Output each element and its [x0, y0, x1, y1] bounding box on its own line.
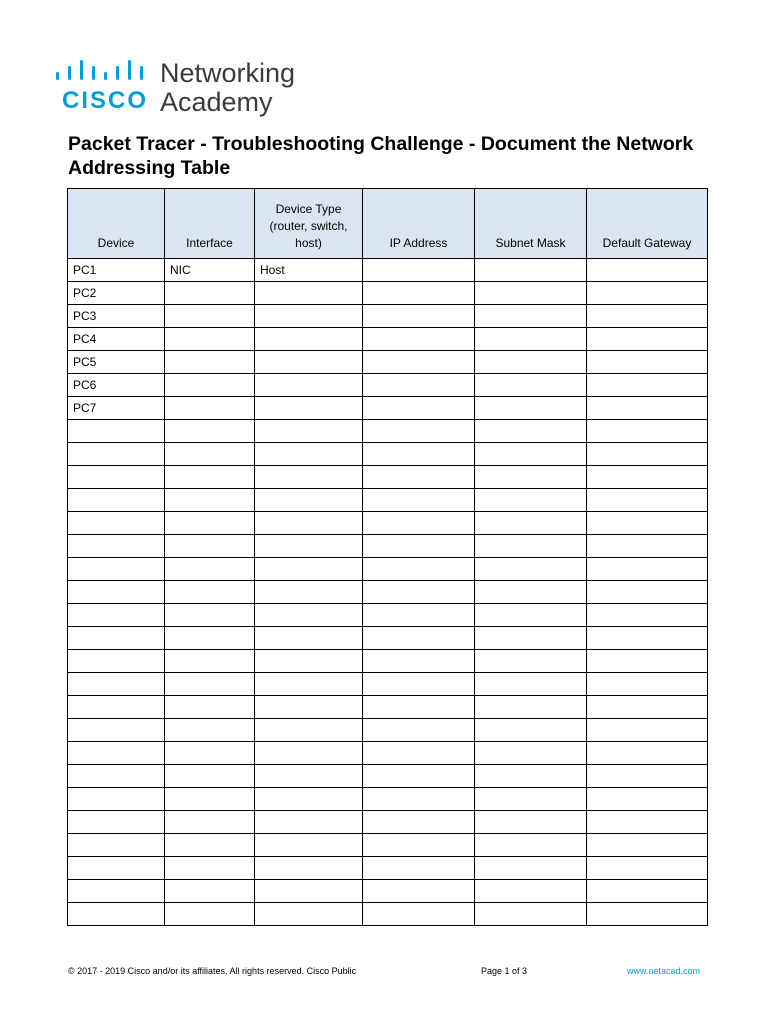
table-cell[interactable]	[165, 788, 255, 811]
table-header-row	[68, 189, 708, 259]
table-cell[interactable]: Host	[255, 259, 363, 282]
table-cell[interactable]	[255, 420, 363, 443]
table-cell[interactable]	[255, 581, 363, 604]
table-cell[interactable]	[165, 466, 255, 489]
table-cell[interactable]	[587, 581, 708, 604]
table-cell[interactable]	[165, 765, 255, 788]
table-cell[interactable]: PC4	[68, 328, 165, 351]
table-cell[interactable]	[68, 650, 165, 673]
table-cell[interactable]	[363, 719, 475, 742]
table-cell[interactable]	[165, 489, 255, 512]
cisco-networking-academy-logo	[54, 58, 314, 118]
table-cell[interactable]	[587, 604, 708, 627]
table-cell[interactable]	[475, 627, 587, 650]
table-cell[interactable]	[165, 581, 255, 604]
table-cell[interactable]	[475, 788, 587, 811]
table-cell[interactable]	[165, 719, 255, 742]
table-cell[interactable]	[587, 397, 708, 420]
table-cell[interactable]	[475, 374, 587, 397]
table-cell[interactable]	[363, 834, 475, 857]
table-cell[interactable]	[68, 765, 165, 788]
table-cell[interactable]	[587, 765, 708, 788]
table-cell[interactable]	[68, 627, 165, 650]
table-row	[68, 397, 708, 420]
table-cell[interactable]	[475, 765, 587, 788]
table-cell[interactable]	[475, 834, 587, 857]
table-row	[68, 420, 708, 443]
table-cell[interactable]	[363, 305, 475, 328]
table-cell[interactable]	[363, 489, 475, 512]
page-footer	[68, 964, 704, 978]
page-number: Page 1 of 3	[481, 966, 528, 976]
table-cell[interactable]	[255, 719, 363, 742]
column-header: IP Address	[363, 189, 475, 259]
table-row	[68, 374, 708, 397]
table-cell[interactable]	[165, 374, 255, 397]
table-cell[interactable]	[68, 696, 165, 719]
table-cell[interactable]	[475, 673, 587, 696]
table-row	[68, 742, 708, 765]
table-row	[68, 788, 708, 811]
table-cell[interactable]	[587, 535, 708, 558]
cisco-bars-icon	[54, 60, 150, 82]
column-header: Device Type (router, switch, host)	[255, 189, 363, 259]
table-cell[interactable]	[475, 305, 587, 328]
table-row	[68, 903, 708, 926]
table-cell[interactable]	[68, 719, 165, 742]
table-row	[68, 719, 708, 742]
table-cell[interactable]	[363, 742, 475, 765]
table-cell[interactable]	[165, 696, 255, 719]
table-cell[interactable]	[587, 650, 708, 673]
table-cell[interactable]	[68, 604, 165, 627]
addressing-table	[67, 188, 708, 926]
column-header: Interface	[165, 189, 255, 259]
table-cell[interactable]	[68, 834, 165, 857]
table-cell[interactable]	[255, 650, 363, 673]
column-header: Device	[68, 189, 165, 259]
table-cell[interactable]	[255, 374, 363, 397]
table-cell[interactable]	[475, 811, 587, 834]
table-cell[interactable]: PC2	[68, 282, 165, 305]
table-cell[interactable]	[255, 466, 363, 489]
table-cell[interactable]	[68, 880, 165, 903]
table-cell[interactable]	[165, 627, 255, 650]
table-cell[interactable]	[363, 397, 475, 420]
column-header: Default Gateway	[587, 189, 708, 259]
column-header: Subnet Mask	[475, 189, 587, 259]
table-row	[68, 282, 708, 305]
table-cell[interactable]	[165, 512, 255, 535]
table-row	[68, 604, 708, 627]
table-cell[interactable]	[587, 443, 708, 466]
table-body	[68, 259, 708, 926]
table-cell[interactable]	[475, 696, 587, 719]
table-cell[interactable]	[475, 742, 587, 765]
table-cell[interactable]	[587, 719, 708, 742]
table-cell[interactable]	[587, 696, 708, 719]
table-cell[interactable]	[475, 397, 587, 420]
table-cell[interactable]	[255, 765, 363, 788]
table-cell[interactable]	[475, 558, 587, 581]
table-cell[interactable]	[475, 903, 587, 926]
table-row	[68, 834, 708, 857]
table-cell[interactable]	[475, 282, 587, 305]
table-cell[interactable]	[255, 535, 363, 558]
table-cell[interactable]	[587, 673, 708, 696]
table-cell[interactable]	[363, 282, 475, 305]
table-cell[interactable]	[68, 420, 165, 443]
copyright-text: © 2017 - 2019 Cisco and/or its affiliates. All rights reserved. Cisco Public	[68, 966, 357, 976]
table-cell[interactable]	[587, 558, 708, 581]
table-row	[68, 673, 708, 696]
table-cell[interactable]	[255, 351, 363, 374]
table-cell[interactable]	[363, 903, 475, 926]
table-cell[interactable]	[165, 834, 255, 857]
table-cell[interactable]	[363, 857, 475, 880]
table-cell[interactable]: PC5	[68, 351, 165, 374]
table-cell[interactable]	[587, 259, 708, 282]
table-cell[interactable]	[165, 282, 255, 305]
table-cell[interactable]	[475, 581, 587, 604]
table-cell[interactable]	[165, 903, 255, 926]
table-cell[interactable]	[475, 420, 587, 443]
table-row	[68, 512, 708, 535]
table-cell[interactable]	[68, 857, 165, 880]
table-cell[interactable]	[68, 742, 165, 765]
table-row	[68, 558, 708, 581]
table-cell[interactable]	[475, 512, 587, 535]
table-cell[interactable]	[587, 811, 708, 834]
table-cell[interactable]: NIC	[165, 259, 255, 282]
table-cell[interactable]	[255, 627, 363, 650]
table-cell[interactable]	[587, 627, 708, 650]
table-cell[interactable]	[165, 857, 255, 880]
table-cell[interactable]	[68, 581, 165, 604]
table-cell[interactable]	[68, 903, 165, 926]
table-cell[interactable]	[587, 351, 708, 374]
table-cell[interactable]	[587, 328, 708, 351]
table-row	[68, 811, 708, 834]
table-row	[68, 765, 708, 788]
table-cell[interactable]	[255, 558, 363, 581]
table-cell[interactable]	[255, 282, 363, 305]
table-cell[interactable]	[587, 788, 708, 811]
table-cell[interactable]	[587, 512, 708, 535]
table-cell[interactable]	[165, 351, 255, 374]
table-row	[68, 650, 708, 673]
table-cell[interactable]	[165, 742, 255, 765]
table-cell[interactable]	[363, 535, 475, 558]
table-cell[interactable]	[255, 305, 363, 328]
table-cell[interactable]	[363, 512, 475, 535]
table-row	[68, 305, 708, 328]
table-cell[interactable]: PC1	[68, 259, 165, 282]
table-row	[68, 466, 708, 489]
table-cell[interactable]	[587, 857, 708, 880]
table-cell[interactable]	[363, 788, 475, 811]
table-cell[interactable]	[587, 282, 708, 305]
table-cell[interactable]	[363, 650, 475, 673]
table-cell[interactable]	[363, 627, 475, 650]
table-row	[68, 581, 708, 604]
table-cell[interactable]	[165, 650, 255, 673]
table-cell[interactable]	[363, 351, 475, 374]
table-cell[interactable]	[475, 466, 587, 489]
table-cell[interactable]	[363, 673, 475, 696]
table-cell[interactable]	[255, 397, 363, 420]
page-title: Packet Tracer - Troubleshooting Challenge - Document the Network Addressing Table	[68, 133, 694, 179]
table-row	[68, 351, 708, 374]
table-cell[interactable]	[363, 420, 475, 443]
table-cell[interactable]	[363, 581, 475, 604]
table-row	[68, 443, 708, 466]
table-cell[interactable]	[475, 328, 587, 351]
table-cell[interactable]	[587, 374, 708, 397]
table-cell[interactable]	[165, 535, 255, 558]
table-cell[interactable]	[475, 489, 587, 512]
table-row	[68, 328, 708, 351]
netacad-link[interactable]: www.netacad.com	[626, 966, 700, 976]
table-cell[interactable]	[68, 811, 165, 834]
table-cell[interactable]	[255, 673, 363, 696]
table-cell[interactable]	[475, 650, 587, 673]
cisco-wordmark: CISCO.	[62, 87, 150, 114]
table-cell[interactable]	[165, 420, 255, 443]
table-cell[interactable]	[475, 535, 587, 558]
table-row	[68, 880, 708, 903]
table-cell[interactable]	[255, 742, 363, 765]
table-cell[interactable]	[363, 374, 475, 397]
table-cell[interactable]	[68, 558, 165, 581]
table-row	[68, 696, 708, 719]
table-cell[interactable]	[255, 857, 363, 880]
table-cell[interactable]	[475, 857, 587, 880]
table-cell[interactable]	[255, 903, 363, 926]
table-cell[interactable]	[475, 880, 587, 903]
table-cell[interactable]	[68, 466, 165, 489]
table-cell[interactable]	[255, 489, 363, 512]
table-cell[interactable]	[255, 604, 363, 627]
table-cell[interactable]	[255, 788, 363, 811]
table-row	[68, 627, 708, 650]
table-cell[interactable]	[68, 788, 165, 811]
table-cell[interactable]: PC7	[68, 397, 165, 420]
table-cell[interactable]	[68, 673, 165, 696]
table-cell[interactable]	[475, 443, 587, 466]
table-cell[interactable]	[363, 558, 475, 581]
table-cell[interactable]	[587, 742, 708, 765]
table-cell[interactable]	[363, 765, 475, 788]
table-cell[interactable]	[363, 604, 475, 627]
table-cell[interactable]	[363, 443, 475, 466]
table-cell[interactable]	[363, 259, 475, 282]
table-cell[interactable]	[475, 351, 587, 374]
table-cell[interactable]	[587, 305, 708, 328]
table-cell[interactable]	[165, 443, 255, 466]
table-cell[interactable]	[363, 696, 475, 719]
table-cell[interactable]	[475, 719, 587, 742]
table-cell[interactable]	[165, 397, 255, 420]
table-cell[interactable]: PC6	[68, 374, 165, 397]
table-cell[interactable]	[165, 811, 255, 834]
table-cell[interactable]	[255, 512, 363, 535]
table-row	[68, 857, 708, 880]
table-cell[interactable]	[363, 466, 475, 489]
table-row	[68, 259, 708, 282]
table-row	[68, 535, 708, 558]
table-cell[interactable]	[165, 305, 255, 328]
table-cell[interactable]	[68, 489, 165, 512]
table-cell[interactable]	[255, 696, 363, 719]
table-cell[interactable]	[255, 834, 363, 857]
table-cell[interactable]	[255, 880, 363, 903]
table-cell[interactable]	[587, 420, 708, 443]
logo-academy-text: Academy	[160, 87, 273, 117]
table-cell[interactable]	[165, 880, 255, 903]
table-cell[interactable]: PC3	[68, 305, 165, 328]
table-cell[interactable]	[587, 489, 708, 512]
table-cell[interactable]	[255, 811, 363, 834]
table-cell[interactable]	[475, 259, 587, 282]
logo-networking-text: Networking	[160, 58, 296, 88]
table-cell[interactable]	[165, 328, 255, 351]
table-cell[interactable]	[587, 834, 708, 857]
table-cell[interactable]	[68, 512, 165, 535]
table-cell[interactable]	[68, 443, 165, 466]
table-cell[interactable]	[165, 604, 255, 627]
table-cell[interactable]	[587, 880, 708, 903]
table-row	[68, 489, 708, 512]
table-cell[interactable]	[255, 443, 363, 466]
table-cell[interactable]	[587, 903, 708, 926]
table-cell[interactable]	[68, 535, 165, 558]
table-cell[interactable]	[363, 811, 475, 834]
table-cell[interactable]	[363, 880, 475, 903]
table-cell[interactable]	[587, 466, 708, 489]
table-cell[interactable]	[255, 328, 363, 351]
table-cell[interactable]	[475, 604, 587, 627]
table-cell[interactable]	[165, 558, 255, 581]
table-cell[interactable]	[363, 328, 475, 351]
table-cell[interactable]	[165, 673, 255, 696]
